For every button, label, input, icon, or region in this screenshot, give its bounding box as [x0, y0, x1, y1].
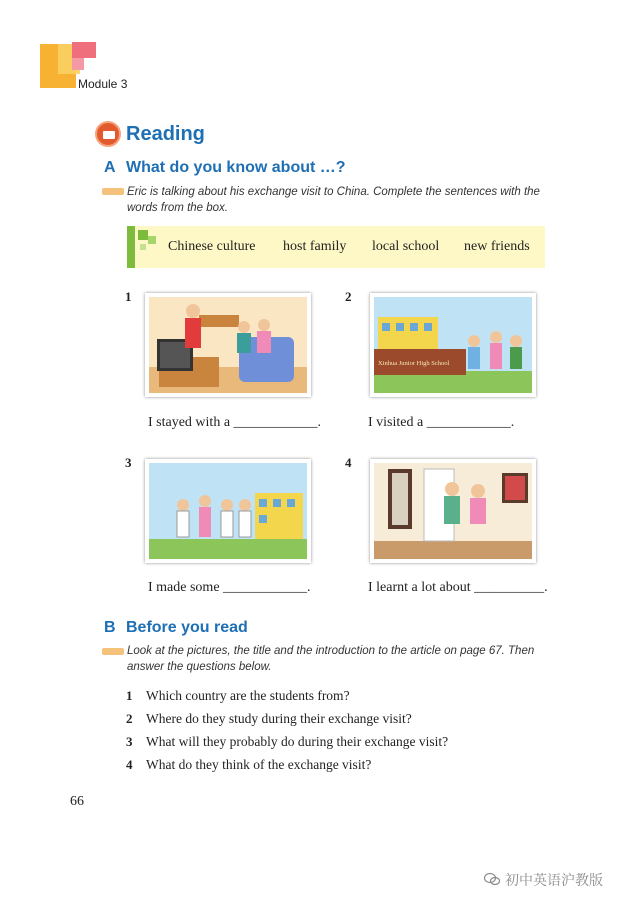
- picture-new-friends: [145, 459, 311, 563]
- picture-local-school: [370, 293, 536, 397]
- word-new-friends: new friends: [464, 239, 530, 254]
- word-chinese-culture: Chinese culture: [168, 239, 256, 254]
- note-marker-icon: [102, 188, 124, 195]
- wechat-icon: [484, 872, 500, 886]
- question-text: Where do they study during their exchange visit?: [146, 711, 412, 726]
- item-sentence: I stayed with a ____________.: [148, 415, 322, 430]
- word-host-family: host family: [283, 239, 347, 254]
- section-b-letter: B: [104, 619, 116, 636]
- item-sentence: I learnt a lot about __________.: [368, 580, 548, 595]
- question-number: 4: [126, 757, 133, 772]
- item-number: 3: [125, 455, 132, 470]
- section-a-letter: A: [104, 159, 116, 176]
- section-heading: Reading: [126, 123, 205, 145]
- page-number: 66: [70, 794, 84, 809]
- section-a-title: What do you know about …?: [126, 159, 346, 176]
- module-label: Module 3: [78, 77, 128, 91]
- school-sign-text: Xinhua Junior High School: [378, 360, 450, 367]
- item-number: 1: [125, 289, 132, 304]
- note-marker-icon: [102, 648, 124, 655]
- module-tag-block: [72, 58, 84, 70]
- item-sentence: I made some ____________.: [148, 580, 311, 595]
- book-icon: [95, 121, 121, 147]
- question-number: 2: [126, 711, 133, 726]
- question-text: Which country are the students from?: [146, 688, 350, 703]
- section-b-title: Before you read: [126, 619, 248, 636]
- word-box-accent: [127, 226, 135, 268]
- question-number: 3: [126, 734, 133, 749]
- word-box-accent: [148, 236, 156, 244]
- watermark: 初中英语沪教版: [505, 872, 603, 888]
- word-local-school: local school: [372, 239, 440, 254]
- section-b-instruction: Look at the pictures, the title and the introduction to the article on page 67. Then answer the questions below.: [127, 645, 535, 673]
- module-tag-block: [72, 42, 96, 58]
- word-box-accent: [140, 244, 146, 250]
- item-number: 2: [345, 289, 352, 304]
- question-text: What do they think of the exchange visit?: [146, 757, 372, 772]
- picture-host-family: [145, 293, 311, 397]
- question-number: 1: [126, 688, 133, 703]
- word-box-accent: [138, 230, 148, 240]
- item-sentence: I visited a ____________.: [368, 415, 515, 430]
- section-a-instruction: Eric is talking about his exchange visit to China. Complete the sentences with the words from the box.: [127, 186, 540, 214]
- question-text: What will they probably do during their exchange visit?: [146, 734, 449, 749]
- item-number: 4: [345, 455, 352, 470]
- picture-chinese-culture: [370, 459, 536, 563]
